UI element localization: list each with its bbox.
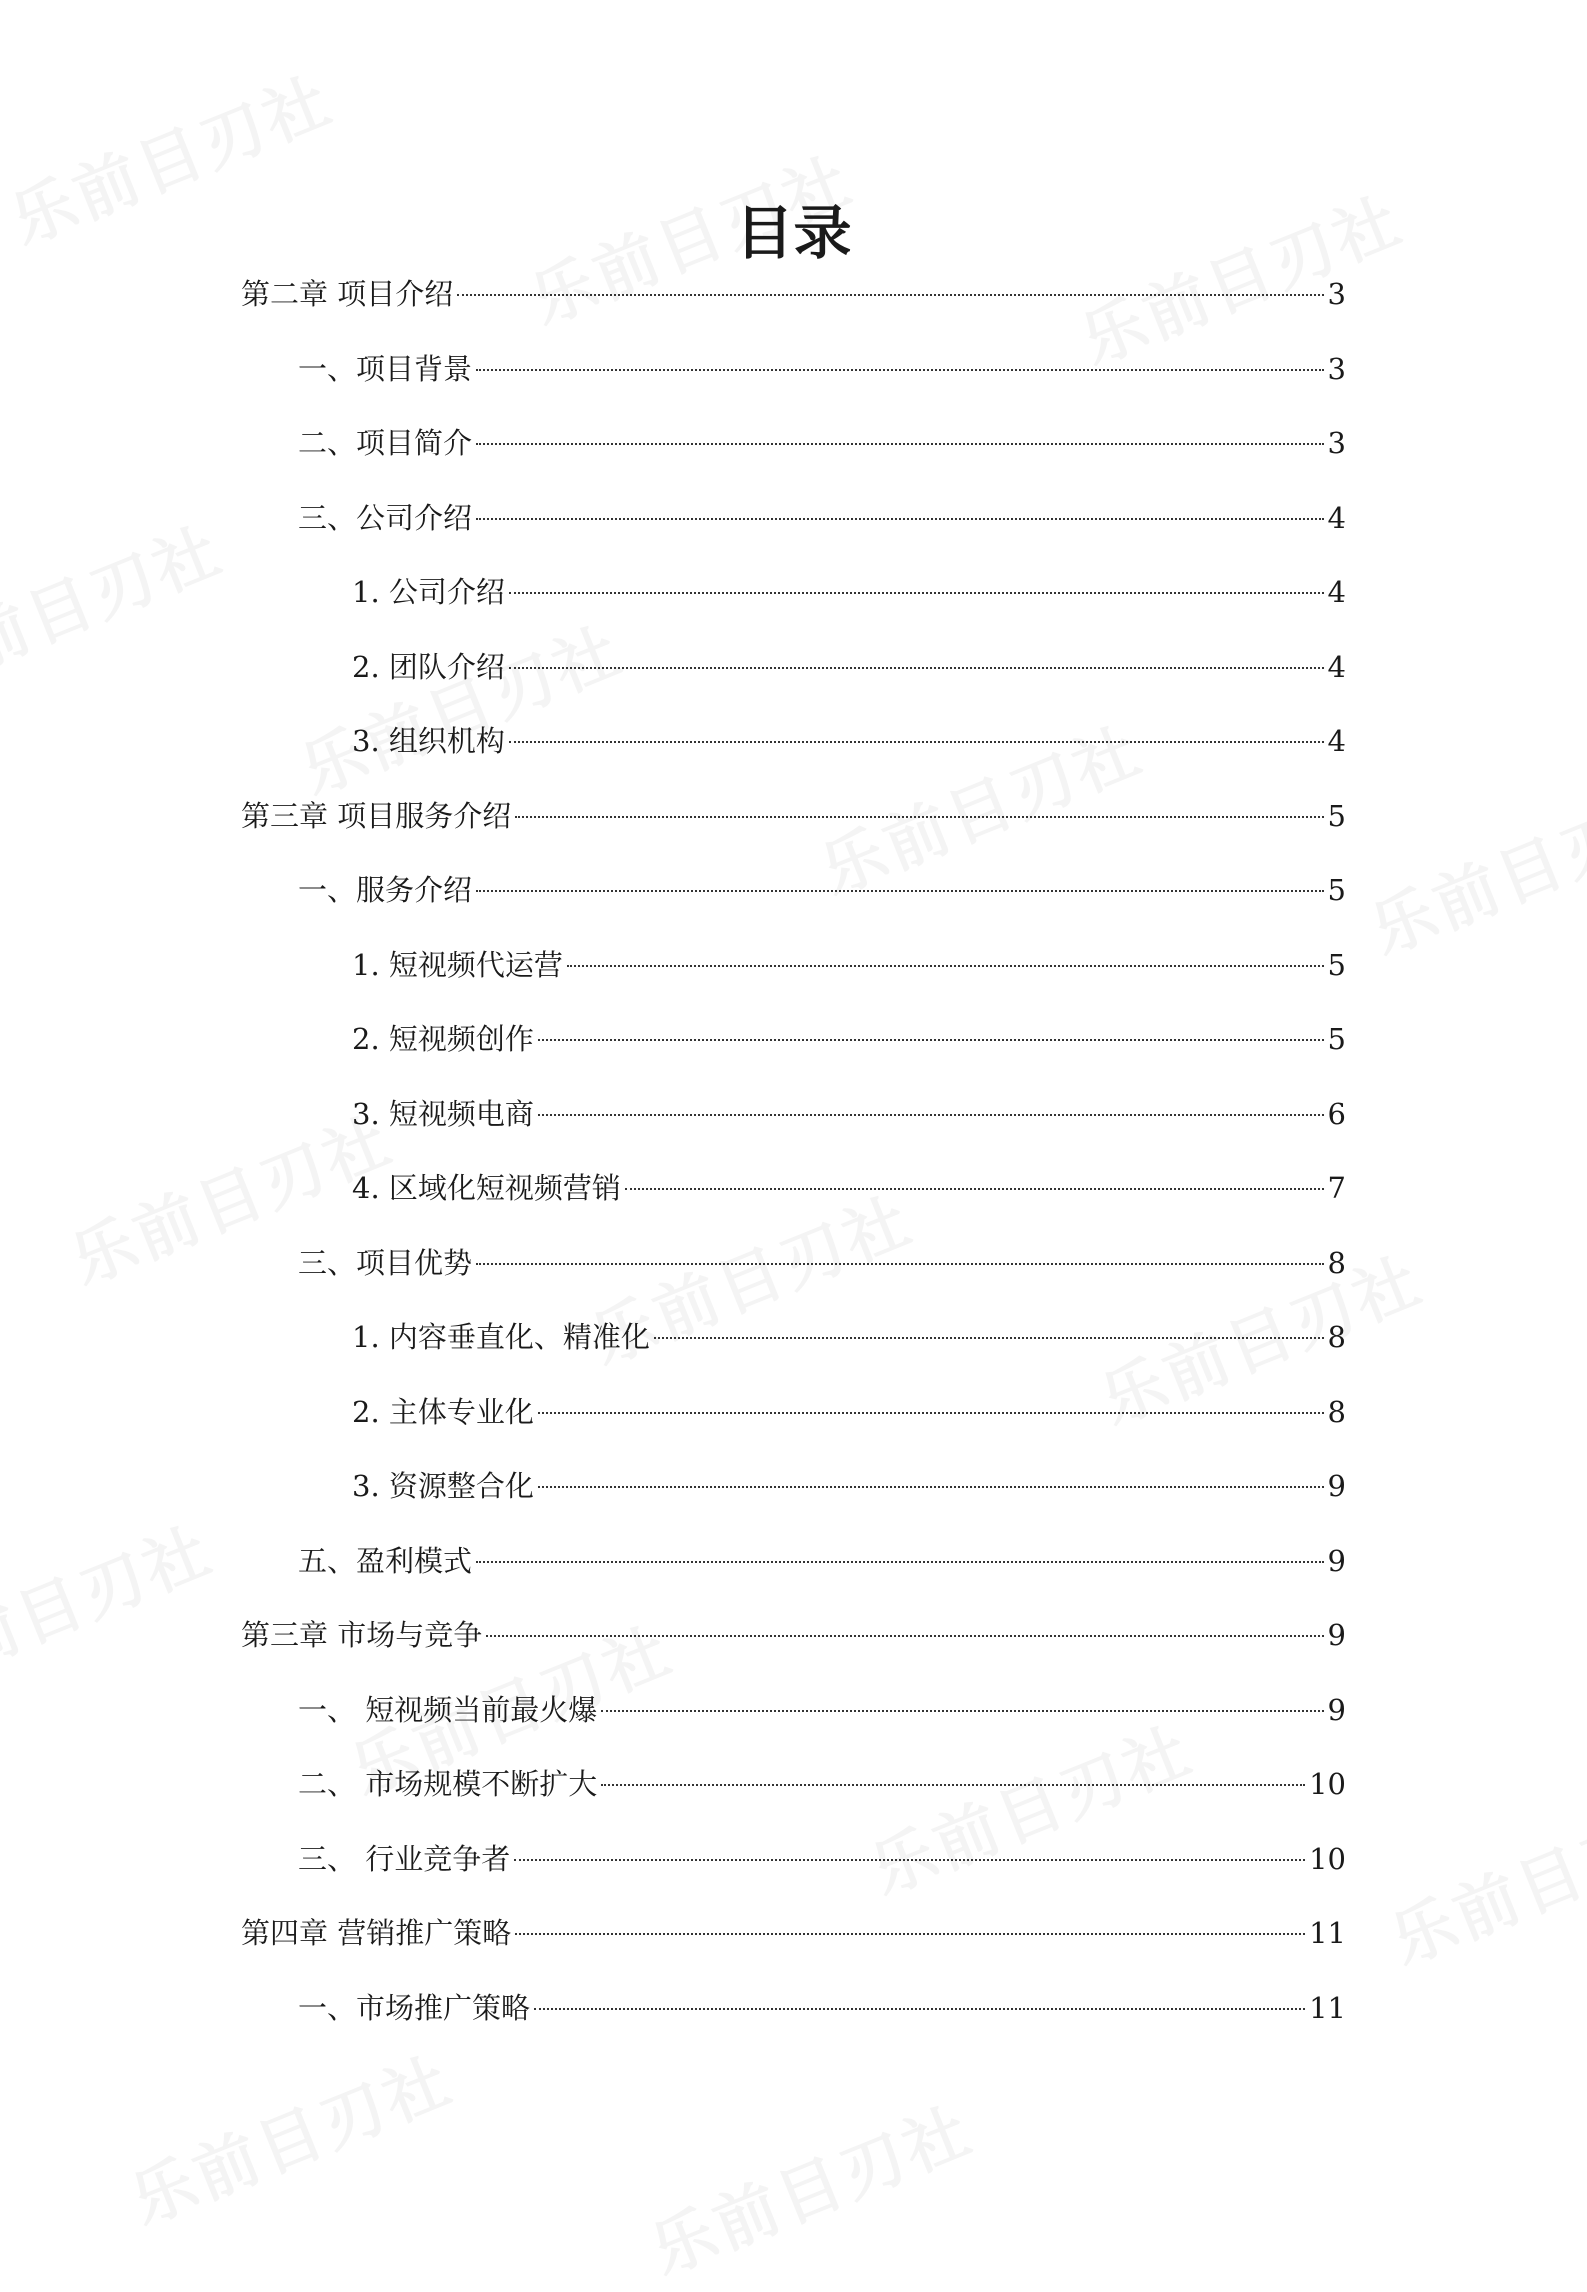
toc-dot-leader (625, 1188, 1324, 1190)
toc-dot-leader (538, 1114, 1324, 1116)
toc-page-number: 8 (1327, 1246, 1346, 1280)
watermark-text (1375, 1770, 1587, 1983)
toc-entry[interactable] (352, 1019, 1346, 1059)
toc-page-number: 8 (1327, 1395, 1346, 1429)
watermark-text (0, 1500, 225, 1713)
toc-entry-label: 三、项目优势 (298, 1246, 473, 1280)
toc-page-number: 9 (1327, 1469, 1346, 1503)
toc-entry-label: 一、项目背景 (298, 352, 473, 386)
toc-page-number: 3 (1327, 352, 1346, 386)
toc-entry[interactable] (298, 1690, 1346, 1730)
toc-dot-leader (476, 443, 1324, 445)
toc-page-number: 10 (1309, 1842, 1346, 1876)
toc-page-number: 10 (1309, 1767, 1346, 1801)
toc-entry-label: 二、项目简介 (298, 426, 473, 460)
watermark-text (855, 1700, 1205, 1913)
toc-entry-label: 1. 内容垂直化、精准化 (352, 1320, 650, 1354)
watermark-text (0, 500, 235, 713)
toc-dot-leader (538, 1039, 1324, 1041)
toc-page-number: 3 (1327, 277, 1346, 311)
toc-entry-label: 三、 行业竞争者 (298, 1842, 511, 1876)
toc-entry[interactable] (352, 647, 1346, 687)
toc-entry[interactable] (241, 1615, 1346, 1655)
toc-entry-label: 五、盈利模式 (298, 1544, 473, 1578)
toc-entry[interactable] (352, 1317, 1346, 1357)
toc-page-number: 3 (1327, 426, 1346, 460)
watermark-text (115, 2030, 465, 2243)
toc-entry[interactable] (298, 498, 1346, 538)
toc-dot-leader (486, 1635, 1323, 1637)
toc-entry[interactable] (241, 274, 1346, 314)
toc-dot-leader (654, 1337, 1324, 1339)
toc-entry[interactable] (298, 1988, 1346, 2028)
toc-entry-label: 1. 公司介绍 (352, 575, 505, 609)
toc-dot-leader (476, 890, 1324, 892)
toc-dot-leader (509, 741, 1324, 743)
watermark-text (1355, 760, 1587, 973)
toc-entry[interactable] (352, 1392, 1346, 1432)
toc-entry[interactable] (298, 870, 1346, 910)
toc-entry-label: 一、服务介绍 (298, 873, 473, 907)
toc-entry-label: 第三章 项目服务介绍 (241, 799, 512, 833)
toc-page-number: 11 (1309, 1991, 1346, 2025)
toc-entry[interactable] (352, 1168, 1346, 1208)
toc-entry-label: 3. 资源整合化 (352, 1469, 534, 1503)
toc-dot-leader (476, 369, 1324, 371)
watermark-text (285, 600, 635, 813)
toc-dot-leader (514, 1859, 1305, 1861)
toc-dot-leader (601, 1784, 1305, 1786)
toc-page-number: 11 (1309, 1916, 1346, 1950)
toc-page-number: 5 (1327, 1022, 1346, 1056)
toc-dot-leader (476, 1263, 1324, 1265)
toc-entry[interactable] (298, 1764, 1346, 1804)
toc-dot-leader (509, 592, 1324, 594)
toc-page-number: 8 (1327, 1320, 1346, 1354)
toc-page-number: 5 (1327, 948, 1346, 982)
toc-entry-label: 第四章 营销推广策略 (241, 1916, 512, 1950)
toc-entry[interactable] (298, 1541, 1346, 1581)
toc-dot-leader (457, 294, 1323, 296)
toc-entry-label: 3. 短视频电商 (352, 1097, 534, 1131)
toc-dot-leader (515, 1933, 1305, 1935)
toc-dot-leader (476, 1561, 1324, 1563)
toc-entry[interactable] (352, 945, 1346, 985)
toc-page-number: 5 (1327, 799, 1346, 833)
toc-entry-label: 第二章 项目介绍 (241, 277, 454, 311)
toc-entry[interactable] (298, 1839, 1346, 1879)
toc-entry-label: 三、公司介绍 (298, 501, 473, 535)
toc-entry-label: 2. 短视频创作 (352, 1022, 534, 1056)
toc-entry[interactable] (352, 1094, 1346, 1134)
toc-entry-label: 二、 市场规模不断扩大 (298, 1767, 598, 1801)
toc-entry-label: 2. 主体专业化 (352, 1395, 534, 1429)
toc-page-number: 9 (1327, 1544, 1346, 1578)
toc-entry-label: 1. 短视频代运营 (352, 948, 563, 982)
toc-dot-leader (538, 1412, 1324, 1414)
toc-page-number: 4 (1327, 575, 1346, 609)
page-title: 目录 (735, 199, 852, 267)
toc-entry[interactable] (298, 423, 1346, 463)
toc-entry[interactable] (352, 721, 1346, 761)
toc-dot-leader (601, 1710, 1323, 1712)
toc-page-number: 4 (1327, 650, 1346, 684)
toc-page-number: 7 (1327, 1171, 1346, 1205)
toc-entry[interactable] (298, 1243, 1346, 1283)
toc-page-number: 5 (1327, 873, 1346, 907)
toc-entry-label: 4. 区域化短视频营销 (352, 1171, 621, 1205)
toc-dot-leader (538, 1486, 1324, 1488)
toc-entry-label: 2. 团队介绍 (352, 650, 505, 684)
toc-dot-leader (567, 965, 1324, 967)
toc-dot-leader (509, 667, 1324, 669)
toc-page-number: 6 (1327, 1097, 1346, 1131)
toc-dot-leader (476, 518, 1324, 520)
toc-entry-label: 第三章 市场与竞争 (241, 1618, 483, 1652)
toc-page-number: 4 (1327, 724, 1346, 758)
toc-entry-label: 3. 组织机构 (352, 724, 505, 758)
toc-entry[interactable] (352, 1466, 1346, 1506)
toc-page-number: 4 (1327, 501, 1346, 535)
toc-entry[interactable] (298, 349, 1346, 389)
toc-entry[interactable] (352, 572, 1346, 612)
toc-page-number: 9 (1327, 1693, 1346, 1727)
toc-dot-leader (515, 816, 1323, 818)
toc-entry-label: 一、市场推广策略 (298, 1991, 531, 2025)
toc-dot-leader (534, 2008, 1305, 2010)
watermark-text (635, 2080, 985, 2292)
toc-entry[interactable] (241, 1913, 1346, 1953)
toc-entry[interactable] (241, 796, 1346, 836)
toc-entry-label: 一、 短视频当前最火爆 (298, 1693, 598, 1727)
toc-page-number: 9 (1327, 1618, 1346, 1652)
